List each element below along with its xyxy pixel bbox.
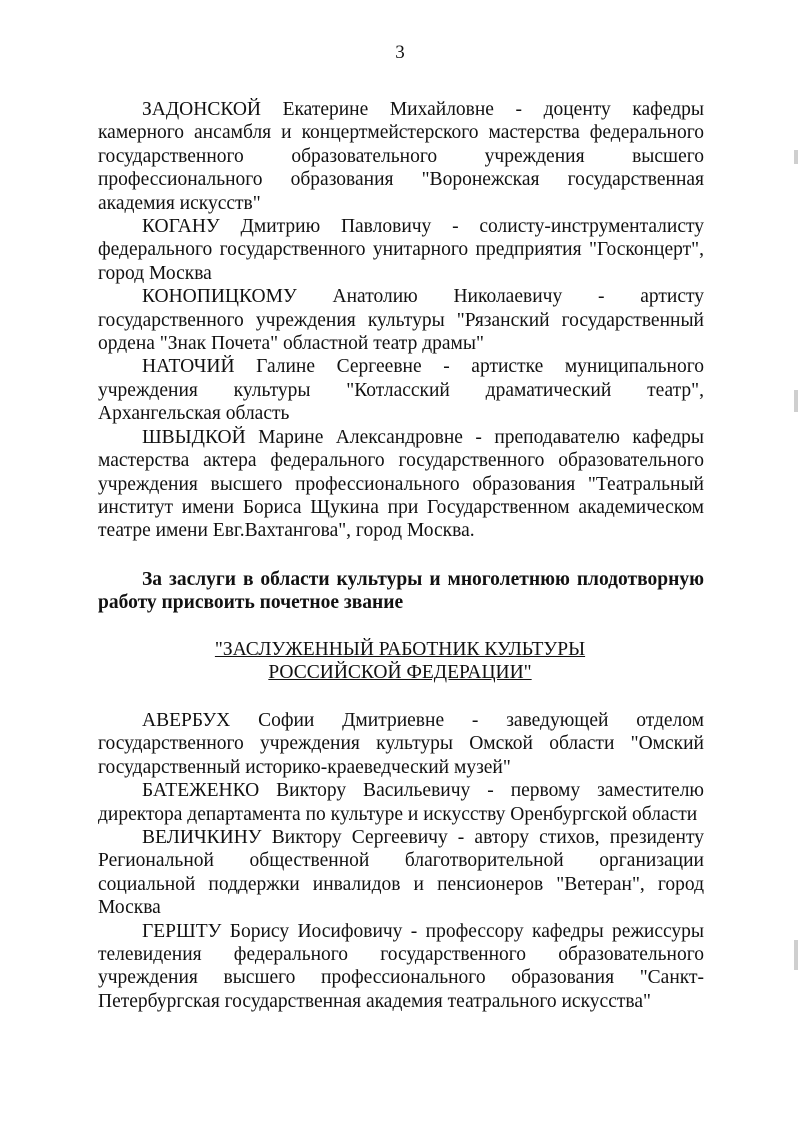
- awardee-list-bottom: [98, 709, 704, 1013]
- awardee-details: Борису Иосифовичу - профессору кафедры режиссуры телевидения федерального государственного образовательного учреждения высшего профессионального образования "Санкт-Петербургская государственная академия театрального искусства": [98, 920, 705, 1012]
- page-number: 3: [395, 42, 405, 63]
- awardee-surname: НАТОЧИЙ: [142, 356, 235, 378]
- scan-artifact: [794, 390, 798, 412]
- awardee-surname: КОНОПИЦКОМУ: [142, 286, 297, 308]
- awardee-entry: [98, 285, 704, 355]
- awardee-surname: ГЕРШТУ: [142, 920, 222, 942]
- awardee-details: Дмитрию Павловичу - солисту-инструменталисту федерального государственного унитарного предприятия "Госконцерт", город Москва: [98, 216, 705, 284]
- awardee-details: Софии Дмитриевне - заведующей отделом государственного учреждения культуры Омской области "Омский государственный историко-краеведческий музей": [98, 710, 704, 778]
- scan-artifact: [794, 150, 798, 164]
- awardee-entry: [98, 98, 704, 215]
- awardee-entry: [98, 920, 704, 1014]
- awardee-details: Галине Сергеевне - артистке муниципального учреждения культуры "Котласский драматический театр", Архангельская область: [98, 356, 704, 425]
- awardee-surname: АВЕРБУХ: [142, 710, 231, 731]
- awardee-entry: [98, 779, 704, 826]
- awardee-entry: [98, 709, 704, 779]
- honorary-title-line-1: "ЗАСЛУЖЕННЫЙ РАБОТНИК КУЛЬТУРЫ: [214, 639, 586, 660]
- awardee-surname: БАТЕЖЕНКО: [142, 780, 260, 802]
- awardee-surname: ЗАДОНСКОЙ: [142, 99, 262, 120]
- awardee-entry: [98, 355, 704, 425]
- honorary-title: [0, 638, 800, 685]
- awardee-details: Виктору Васильевичу - первому заместителю директора департамента по культуре и искусству Оренбургской области: [98, 780, 704, 825]
- awardee-list-top: [98, 98, 704, 543]
- resolution-text: За заслуги в области культуры и многолетнюю плодотворную работу присвоить почетное звание: [98, 569, 704, 614]
- scan-artifact: [794, 940, 798, 970]
- awardee-surname: КОГАНУ: [142, 216, 220, 238]
- awardee-entry: [98, 215, 704, 285]
- awardee-surname: ВЕЛИЧКИНУ: [142, 827, 262, 849]
- awardee-details: Виктору Сергеевичу - автору стихов, президенту Региональной общественной благотворительной организации социальной поддержки инвалидов и пенсионеров "Ветеран", город Москва: [98, 827, 705, 919]
- awardee-details: Анатолию Николаевичу - артисту государственного учреждения культуры "Рязанский государственный ордена "Знак Почета" областной театр драмы": [98, 286, 704, 355]
- awardee-entry: [98, 826, 704, 920]
- awardee-entry: [98, 426, 704, 543]
- awardee-details: Екатерине Михайловне - доценту кафедры камерного ансамбля и концертмейстерского мастерства федерального государственного образовательного учреждения высшего профессионального образования "Воронежская государственная академия искусств": [98, 99, 704, 214]
- awardee-surname: ШВЫДКОЙ: [142, 426, 246, 448]
- honorary-title-line-2: РОССИЙСКОЙ ФЕДЕРАЦИИ": [268, 662, 532, 684]
- awardee-details: Марине Александровне - преподавателю кафедры мастерства актера федерального государственного образовательного учреждения высшего профессионального образования "Театральный институт имени Бориса Щукина при Государственном академическом театре имени Евг.Вахтангова", город Москва.: [98, 426, 705, 542]
